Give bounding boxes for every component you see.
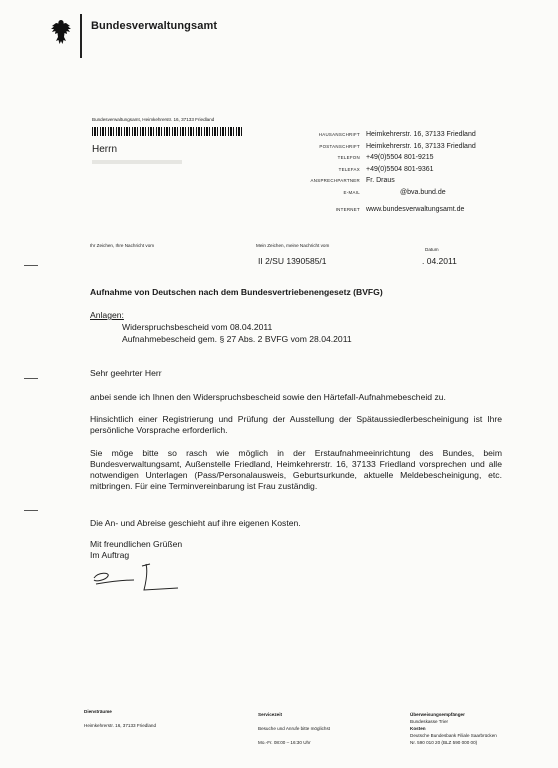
contact-row <box>300 166 476 178</box>
contact-row <box>300 131 476 143</box>
contact-value: Heimkehrerstr. 16, 37133 Friedland <box>366 131 476 138</box>
footer-service-hours-text: Mo.-Fr. 08:00 – 16:30 Uhr <box>258 740 311 745</box>
footer-offices-text: Heimkehrerstr. 16, 37133 Friedland <box>84 723 157 728</box>
contact-label: TELEFAX <box>338 166 360 172</box>
footer-bank-line: Nr. 590 010 20 (BLZ 590 000 00) <box>410 740 478 745</box>
date-value: . 04.2011 <box>422 256 457 266</box>
contact-label: POSTANSCHRIFT <box>319 143 360 149</box>
our-reference-value: II 2/SU 1390585/1 <box>258 256 327 266</box>
paragraph-3: Sie möge bitte so rasch wie möglich in der Erstaufnahmeeinrichtung des Bundes, beim Bundesverwaltungsamt, Außenstelle Friedland, Heimkehrerstr. 16, 37133 Friedland vorsprechen und alle notwendigen Unterlagen (Pass/Personalausweis, Geburtsurkunde, aktuelle Meldebescheinigung, etc. mitbringen. Für eine Terminvereinbarung ist Frau zuständig. <box>90 448 502 491</box>
header-divider <box>80 14 82 58</box>
contact-row <box>300 177 476 189</box>
footer-bank-line: Deutsche Bundesbank Filiale Saarbrücken <box>410 733 497 738</box>
organization-name: Bundesverwaltungsamt <box>91 20 218 32</box>
footer-bank-line: Bundeskasse Trier <box>410 719 449 724</box>
date-label: Datum <box>425 247 439 252</box>
footer-bank-title: Überweisungsempfänger <box>410 712 465 717</box>
footer-service-title: Servicezeit <box>258 712 283 717</box>
footer-offices <box>84 708 156 729</box>
contact-value: Heimkehrerstr. 16, 37133 Friedland <box>366 142 476 150</box>
letter-greeting: Sehr geehrter Herr <box>90 368 162 378</box>
paragraph-1: anbei sende ich Ihnen den Widerspruchsbescheid sowie den Härtefall-Aufnahmebescheid zu. <box>90 392 446 402</box>
your-reference-label: Ihr Zeichen, Ihre Nachricht vom <box>90 243 155 248</box>
contact-value: www.bundesverwaltungsamt.de <box>366 206 465 213</box>
fold-mark <box>24 265 38 266</box>
fold-mark <box>24 378 38 379</box>
contact-label: E-MAIL <box>343 189 360 195</box>
contact-label: ANSPRECHPARTNER <box>310 178 360 183</box>
postal-barcode <box>92 127 242 136</box>
contact-block <box>300 131 476 218</box>
footer-service-text: Besuche und Anrufe bitte möglichst <box>258 726 331 731</box>
contact-value: +49(0)5504 801-9215 <box>366 154 434 161</box>
footer-offices-title: Diensträume <box>84 709 112 714</box>
letter-subject: Aufnahme von Deutschen nach dem Bundesvertriebenengesetz (BVFG) <box>90 287 383 297</box>
recipient-salutation: Herrn <box>92 144 118 155</box>
contact-label: TELEFON <box>337 155 360 160</box>
fold-mark <box>24 510 38 511</box>
closing-on-behalf: Im Auftrag <box>90 550 130 560</box>
footer-bank-title-2: Kosten <box>410 726 426 731</box>
contact-value: @bva.bund.de <box>400 188 446 196</box>
contact-row <box>300 154 476 166</box>
recipient-name-redacted <box>92 160 182 164</box>
contact-row <box>300 206 476 218</box>
footer-bank <box>410 711 497 746</box>
attachments-label: Anlagen: <box>90 310 124 320</box>
paragraph-4: Die An- und Abreise geschieht auf ihre eigenen Kosten. <box>90 518 301 528</box>
closing-greeting: Mit freundlichen Grüßen <box>90 539 183 549</box>
attachment-item: Widerspruchsbescheid vom 08.04.2011 <box>122 322 273 332</box>
contact-row <box>300 189 476 201</box>
attachment-item: Aufnahmebescheid gem. § 27 Abs. 2 BVFG vom 28.04.2011 <box>122 334 352 344</box>
our-reference-label: Mein Zeichen, meine Nachricht vom <box>256 243 330 248</box>
contact-row <box>300 143 476 155</box>
handwritten-signature <box>88 558 198 594</box>
sender-return-line: Bundesverwaltungsamt, Heimkehrerstr. 16, 37133 Friedland <box>92 117 215 122</box>
footer-service-hours <box>258 711 330 746</box>
contact-label: INTERNET <box>335 207 360 212</box>
federal-eagle-icon <box>50 18 72 46</box>
contact-value: +49(0)5504 801-9361 <box>366 165 434 173</box>
contact-label: HAUSANSCHRIFT <box>318 132 360 137</box>
contact-value: Fr. Draus <box>366 177 395 184</box>
paragraph-2: Hinsichtlich einer Registrierung und Prüfung der Ausstellung der Spätaussiedlerbescheinigung ist Ihre persönliche Vorsprache erforderlich. <box>90 414 502 435</box>
